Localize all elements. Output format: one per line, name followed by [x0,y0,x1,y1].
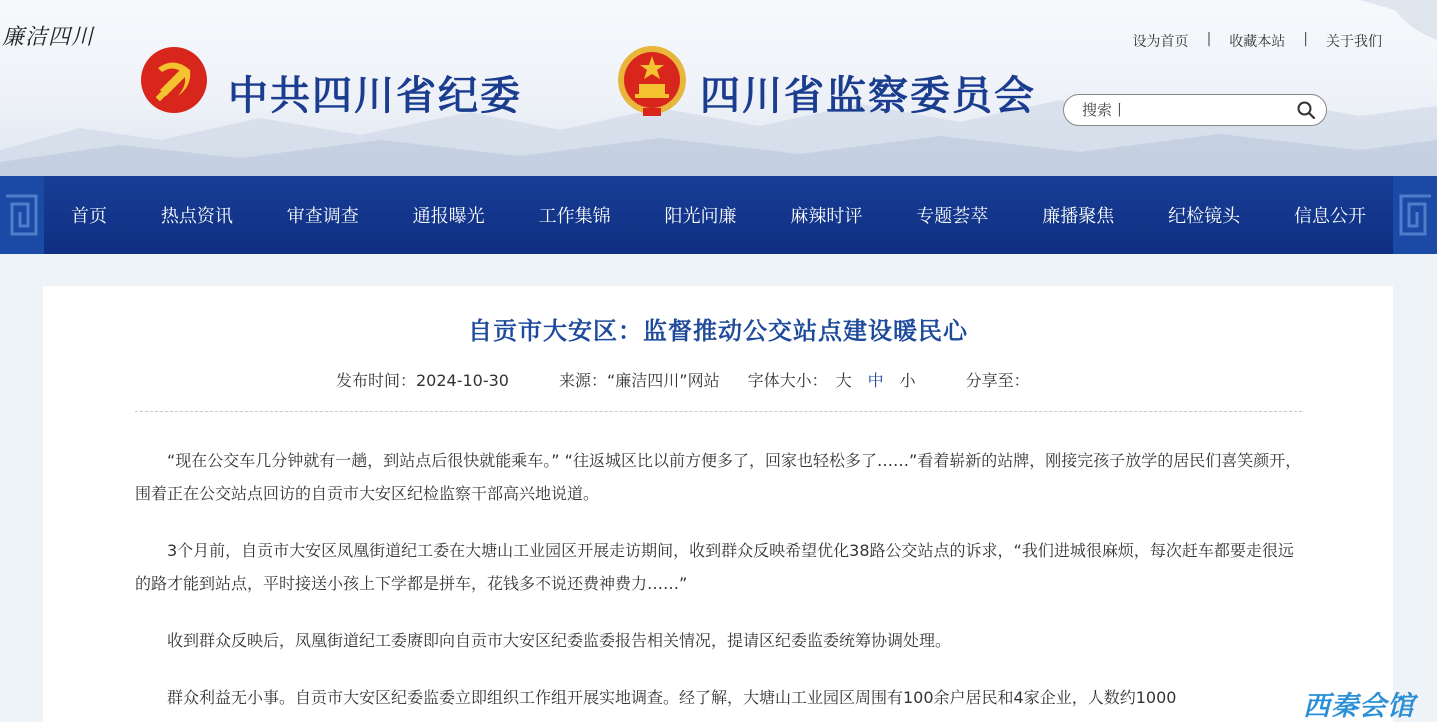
nav-item-home[interactable]: 首页 [70,206,107,227]
nav-item-lens[interactable]: 纪检镜头 [1168,206,1241,227]
national-emblem-icon [615,44,689,120]
main-nav [0,176,1437,254]
bookmark-site-link[interactable]: 收藏本站 [1229,34,1286,50]
article-title: 自贡市大安区：监督推动公交站点建设暖民心 [468,317,968,345]
article-card [43,286,1393,722]
nav-item-special-topics[interactable]: 专题荟萃 [916,206,989,227]
font-size-medium[interactable]: 中 [867,371,884,390]
nav-item-sunshine-inquiry[interactable]: 阳光问廉 [664,206,737,227]
site-calligraphy-logo: 廉洁四川 [2,25,95,50]
article-source: 来源：“廉洁四川”网站 [559,371,720,390]
font-size-large[interactable]: 大 [835,371,852,390]
nav-item-info-disclosure[interactable]: 信息公开 [1294,206,1367,227]
set-homepage-link[interactable]: 设为首页 [1132,34,1189,50]
article-paragraph: 群众利益无小事。自贡市大安区纪委监委立即组织工作组开展实地调查。经了解，大塘山工业园区周围有100余户居民和4家企业，人数约1000 [167,688,1177,707]
org-title-discipline-commission: 中共四川省纪委 [228,73,522,119]
search-input[interactable] [1082,101,1296,119]
article-paragraph: “现在公交车几分钟就有一趟，到站点后很快就能乘车。” “往返城区比以前方便多了，回家也轻松多了……”看着崭新的站牌，刚接完孩子放学的居民们喜笑颜开，围着正在公交站点回访的自贡市大安区纪检监察干部高兴地说道。 [135,451,1302,503]
party-emblem-icon [140,46,208,114]
nav-item-hot-news[interactable]: 热点资讯 [160,206,233,227]
article-body [135,444,1305,722]
nav-item-investigation[interactable]: 审查调查 [286,206,359,227]
search-box [1063,94,1327,126]
nav-item-exposure[interactable]: 通报曝光 [412,206,485,227]
nav-item-broadcast[interactable]: 廉播聚焦 [1042,206,1115,227]
top-links [1133,31,1382,51]
font-size-label: 字体大小： [747,371,828,390]
meta-divider [135,411,1302,412]
link-separator: | [1206,31,1212,47]
about-us-link[interactable]: 关于我们 [1326,34,1382,50]
link-separator: | [1303,31,1308,47]
nav-pattern-right [1393,176,1437,254]
site-header [0,0,1437,176]
watermark-logo: 西秦会馆 [1303,691,1415,722]
article-paragraph: 收到群众反映后，凤凰街道纪工委赓即向自贡市大安区纪委监委报告相关情况，提请区纪委监委统筹协调处理。 [167,631,952,650]
article-meta [336,368,1030,391]
search-icon[interactable] [1296,100,1316,120]
org-title-supervisory-commission: 四川省监察委员会 [700,73,1036,119]
nav-pattern-left [0,176,44,254]
font-size-small[interactable]: 小 [899,371,916,390]
article-paragraph: 3个月前，自贡市大安区凤凰街道纪工委在大塘山工业园区开展走访期间，收到群众反映希望优化38路公交站点的诉求，“我们进城很麻烦，每次赶车都要走很远的路才能到站点，平时接送小孩上下学都是拼车，花钱多不说还费神费力……” [135,541,1294,593]
nav-item-work-highlights[interactable]: 工作集锦 [538,206,611,227]
nav-item-commentary[interactable]: 麻辣时评 [790,206,863,227]
publish-time: 发布时间：2024-10-30 [336,371,509,390]
share-label: 分享至： [965,371,1030,390]
